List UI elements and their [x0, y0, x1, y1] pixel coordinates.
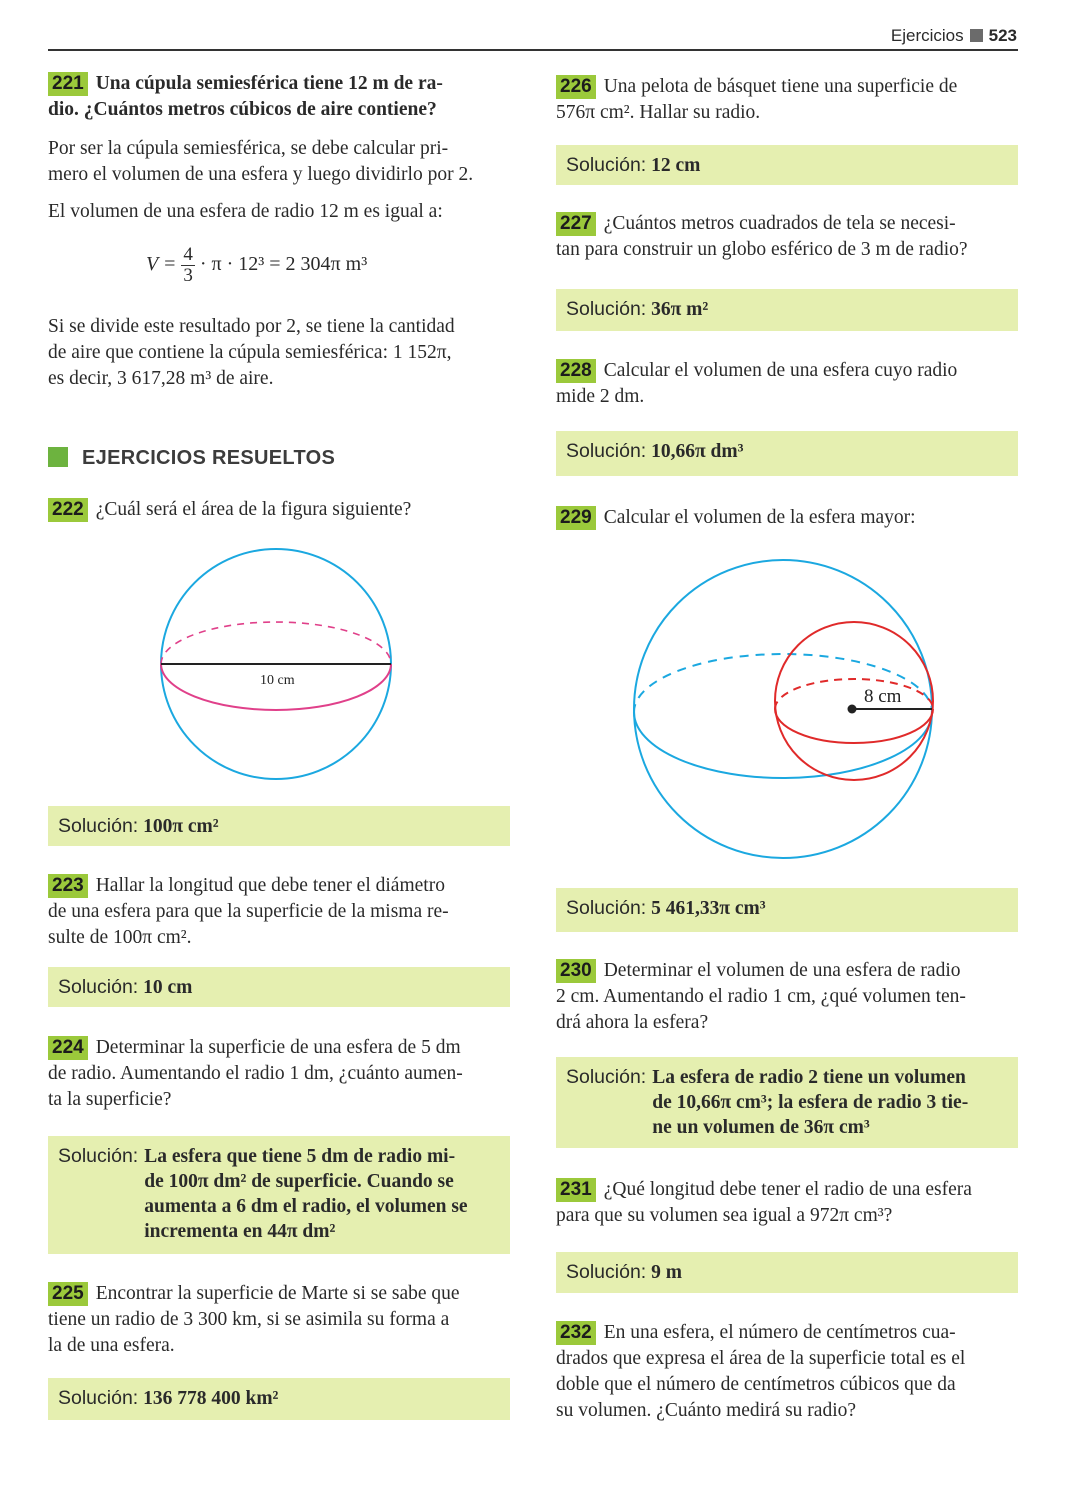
ex221-p1-line1: Por ser la cúpula semiesférica, se debe calcular pri- [48, 138, 449, 159]
formula-lhs: V = [146, 253, 177, 276]
ex231-statement [556, 1177, 1018, 1229]
ex224-statement [48, 1035, 510, 1113]
ex230-solution [556, 1057, 1018, 1148]
solution-label: Solución: [566, 298, 647, 320]
solution-label: Solución: [58, 1387, 139, 1409]
ex221-paragraph3 [48, 314, 510, 392]
solution-value: 12 cm [651, 155, 701, 176]
ex224-sol-line1: La esfera que tiene 5 dm de radio mi- [144, 1146, 456, 1167]
ex224-number: 224 [48, 1036, 88, 1060]
header-section: Ejercicios [890, 26, 964, 45]
running-header [891, 26, 1017, 46]
ex223-statement [48, 873, 510, 951]
ex221-p3-line1: Si se divide este resultado por 2, se tiene la cantidad [48, 316, 455, 337]
solution-value: 10,66π dm³ [651, 441, 744, 462]
small-sphere-outline [775, 622, 933, 780]
ex221-p3-line3: es decir, 3 617,28 m³ de aire. [48, 368, 274, 389]
ex226-line1: Una pelota de básquet tiene una superficie de [603, 76, 958, 97]
ex221-paragraph1 [48, 136, 510, 188]
ex229-text: Calcular el volumen de la esfera mayor: [603, 507, 916, 528]
ex222-sphere-figure [150, 540, 410, 790]
ex223-line1: Hallar la longitud que debe tener el diámetro [95, 875, 445, 896]
fraction-numerator: 4 [183, 244, 193, 265]
ex221-title [48, 71, 510, 123]
large-equator-front [634, 711, 932, 778]
ex221-paragraph2: El volumen de una esfera de radio 12 m es igual a: [48, 201, 443, 222]
ex232-statement [556, 1320, 1018, 1424]
ex232-line3: doble que el número de centímetros cúbicos que da [556, 1374, 956, 1395]
ex222-solution [48, 806, 510, 846]
ex228-number: 228 [556, 359, 596, 383]
ex230-line1: Determinar el volumen de una esfera de radio [603, 960, 961, 981]
solution-label: Solución: [566, 897, 647, 919]
ex228-solution [556, 431, 1018, 476]
solution-value: 136 778 400 km² [143, 1388, 279, 1409]
ex225-statement [48, 1281, 510, 1359]
ex228-statement [556, 358, 1018, 410]
ex225-line2: tiene un radio de 3 300 km, si se asimila su forma a [48, 1309, 450, 1330]
ex224-line1: Determinar la superficie de una esfera de 5 dm [95, 1037, 461, 1058]
ex224-sol-line3: aumenta a 6 dm el radio, el volumen se [144, 1196, 468, 1217]
ex224-solution [48, 1136, 510, 1254]
ex228-line2: mide 2 dm. [556, 386, 645, 407]
ex230-sol-line3: ne un volumen de 36π cm³ [652, 1117, 870, 1138]
ex232-line4: su volumen. ¿Cuánto medirá su radio? [556, 1400, 857, 1421]
ex223-number: 223 [48, 874, 88, 898]
ex224-sol-line2: de 100π dm² de superficie. Cuando se [144, 1171, 454, 1192]
ex223-solution [48, 967, 510, 1007]
ex227-statement [556, 211, 1018, 263]
ex225-line3: la de una esfera. [48, 1335, 175, 1356]
ex221-formula [146, 245, 367, 286]
ex227-line1: ¿Cuántos metros cuadrados de tela se necesi- [603, 213, 956, 234]
ex224-line3: ta la superficie? [48, 1089, 172, 1110]
ex232-number: 232 [556, 1321, 596, 1345]
fraction-denominator: 3 [183, 265, 193, 286]
ex226-line2: 576π cm². Hallar su radio. [556, 102, 761, 123]
section-title-text: EJERCICIOS RESUELTOS [82, 447, 336, 469]
solution-label: Solución: [58, 1145, 139, 1167]
solution-value: 100π cm² [143, 816, 219, 837]
ex221-title-line2: dio. ¿Cuántos metros cúbicos de aire contiene? [48, 99, 437, 120]
equator-back-dashed [161, 622, 391, 664]
solution-value: 5 461,33π cm³ [651, 898, 766, 919]
ex230-sol-line1: La esfera de radio 2 tiene un volumen [652, 1067, 966, 1088]
center-point [848, 705, 857, 714]
solution-label: Solución: [58, 815, 139, 837]
ex229-solution [556, 888, 1018, 932]
ex223-line3: sulte de 100π cm². [48, 927, 192, 948]
solution-label: Solución: [566, 1261, 647, 1283]
small-equator-back [775, 679, 933, 709]
ex227-number: 227 [556, 212, 596, 236]
ex226-statement [556, 74, 1018, 126]
ex225-number: 225 [48, 1282, 88, 1306]
ex226-solution [556, 145, 1018, 185]
ex223-line2: de una esfera para que la superficie de la misma re- [48, 901, 449, 922]
ex230-statement [556, 958, 1018, 1036]
solution-value: 9 m [651, 1262, 682, 1283]
solution-value: 36π m² [651, 299, 709, 320]
ex231-solution [556, 1252, 1018, 1293]
diameter-label: 10 cm [260, 673, 295, 688]
solution-value [652, 1065, 1008, 1140]
header-rule [48, 49, 1018, 51]
solution-label: Solución: [566, 1066, 647, 1088]
ex232-line2: drados que expresa el área de la superficie total es el [556, 1348, 966, 1369]
section-title [48, 447, 335, 470]
ex229-statement [556, 505, 1018, 531]
ex225-solution [48, 1378, 510, 1420]
ex221-number: 221 [48, 72, 88, 96]
solution-value [144, 1144, 500, 1246]
ex228-line1: Calcular el volumen de una esfera cuyo radio [603, 360, 958, 381]
ex221-p1-line2: mero el volumen de una esfera y luego dividirlo por 2. [48, 164, 474, 185]
ex226-number: 226 [556, 75, 596, 99]
ex221-p3-line2: de aire que contiene la cúpula semiesférica: 1 152π, [48, 342, 452, 363]
ex225-line1: Encontrar la superficie de Marte si se sabe que [95, 1283, 460, 1304]
ex230-line2: 2 cm. Aumentando el radio 1 cm, ¿qué volumen ten- [556, 986, 966, 1007]
solution-label: Solución: [58, 976, 139, 998]
ex232-line1: En una esfera, el número de centímetros cua- [603, 1322, 956, 1343]
formula-fraction [181, 245, 195, 286]
ex224-line2: de radio. Aumentando el radio 1 dm, ¿cuánto aumen- [48, 1063, 463, 1084]
ex229-spheres-figure [625, 553, 945, 865]
ex221-title-line1: Una cúpula semiesférica tiene 12 m de ra- [95, 73, 443, 94]
ex230-line3: drá ahora la esfera? [556, 1012, 709, 1033]
ex230-sol-line2: de 10,66π cm³; la esfera de radio 3 tie- [652, 1092, 969, 1113]
header-square-icon [970, 29, 983, 42]
ex229-number: 229 [556, 506, 596, 530]
ex231-line2: para que su volumen sea igual a 972π cm³? [556, 1205, 893, 1226]
ex227-line2: tan para construir un globo esférico de 3 m de radio? [556, 239, 968, 260]
page-number: 523 [988, 26, 1017, 45]
small-equator-front [775, 709, 933, 743]
ex230-number: 230 [556, 959, 596, 983]
ex224-sol-line4: incrementa en 44π dm² [144, 1221, 336, 1242]
ex231-line1: ¿Qué longitud debe tener el radio de una esfera [603, 1179, 972, 1200]
ex222-text: ¿Cuál será el área de la figura siguiente? [95, 499, 412, 520]
ex227-solution [556, 289, 1018, 331]
solution-value: 10 cm [143, 977, 193, 998]
radius-label: 8 cm [864, 686, 902, 707]
ex222-statement [48, 497, 510, 523]
ex231-number: 231 [556, 1178, 596, 1202]
solution-label: Solución: [566, 154, 647, 176]
formula-rhs: · π · 12³ = 2 304π m³ [199, 253, 368, 276]
section-marker-icon [48, 447, 68, 467]
ex222-number: 222 [48, 498, 88, 522]
solution-label: Solución: [566, 440, 647, 462]
